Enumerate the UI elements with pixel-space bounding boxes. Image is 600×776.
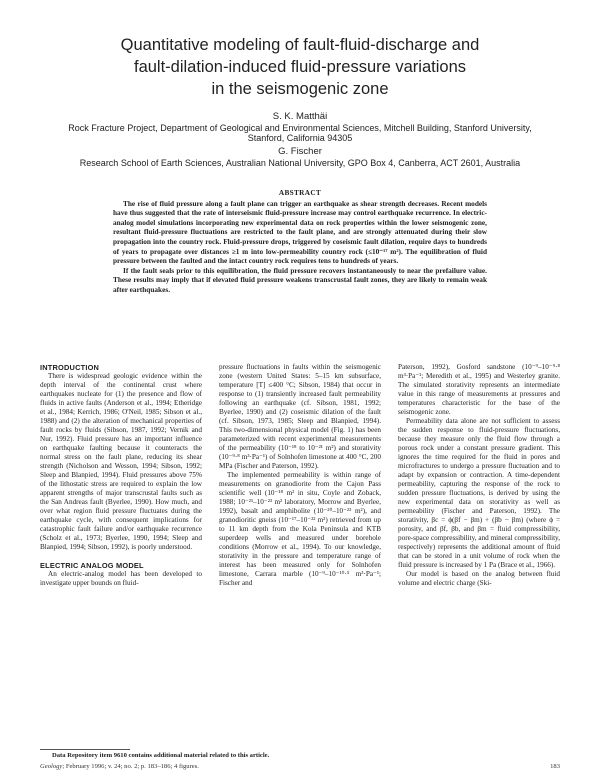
citation-details: ; February 1996; v. 24; no. 2; p. 183–186; 4 figures.: [62, 763, 199, 770]
body-paragraph: pressure fluctuations in faults within the seismogenic zone (western United States: 5–15 km subsurface, temperature [T] ≤400 °C; Sibson, 1984) that occur in response to (1) transiently increased fault permeability following an earthquake (cf. Sibson, 1981, 1992; Byerlee, 1990) and (2) coseismic dilation of the fault (cf. Sibson, 1973, 1985; Sleep and Blanpied, 1994). This two-dimensional physical model (Fig. 1) has been parameterized with recent experimental measurements of the permeability (10⁻¹⁸ to 10⁻²¹ m²) and storativity (10⁻⁹·⁸ m³·Pa⁻¹) of Solnhofen limestone at 400 °C, 200 MPa (Fischer and Paterson, 1992).: [219, 363, 381, 470]
section-heading: INTRODUCTION: [40, 363, 100, 372]
journal-citation: [40, 763, 199, 770]
abstract-paragraph: If the fault seals prior to this equilibration, the fluid pressure recovers instantaneously to near the prefailure value. These results may imply that if elevated fluid pressure weakens transcrustal fault zones, they are likely to remain weak after earthquakes.: [113, 265, 487, 294]
footnote: Data Repository item 9610 contains additional material related to this article.: [52, 752, 270, 759]
footnote-divider: [40, 749, 130, 750]
author-affiliation: Research School of Earth Sciences, Australian National University, GPO Box 4, Canberra, ACT 2601, Australia: [79, 157, 521, 168]
author-name: S. K. Matthäi: [272, 111, 328, 122]
section-heading: ELECTRIC ANALOG MODEL: [40, 561, 144, 570]
author-block-1: [40, 112, 560, 144]
journal-name: Geology: [40, 763, 63, 770]
body-column-3: [398, 363, 560, 588]
body-paragraph: Permeability data alone are not sufficient to assess the sudden response to fluid-pressure fluctuations, because they measure only the fluid flow through a porous rock under a constant pressure gradient. This ignores the time required for the fluid in pores and microfractures to undergo a pressure fluctuation and to adapt by expansion or contraction. A time-dependent permeability, capturing the response of the rock to sudden pressure fluctuations, is derived by using the new experimental data on storativity as well as permeability (Fischer and Paterson, 1992). The storativity, βc = ϕ(βf − βm) + (βb − βm) (where ϕ = porosity, and βf, βb, and βm = fluid compressibility, pore-space compressibility, and mineral compressibility, respectively) represents the additional amount of fluid that can be stored in a unit volume of rock when the fluid pressure is increased by 1 Pa (Brace et al., 1966).: [398, 417, 560, 569]
abstract-heading: ABSTRACT: [278, 188, 322, 197]
abstract: [113, 188, 487, 295]
paper-title: [40, 34, 560, 100]
author-block-2: [40, 147, 560, 168]
body-paragraph: Our model is based on the analog between fluid volume and electric charge (Ski-: [398, 570, 560, 587]
title-line-1: Quantitative modeling of fault-fluid-discharge and: [120, 36, 480, 54]
body-paragraph: The implemented permeability is within range of measurements on granodiorite from the Cajon Pass scientific well (10⁻¹⁸ m² in situ, Coyle and Zoback, 1988; 10⁻²¹–10⁻²³ m² laboratory, Morrow and Byerlee, 1992), basalt and amphibolite (10⁻²⁰–10⁻²³ m²), and granodioritic gneiss (10⁻¹⁷–10⁻²² m²) retrieved from up to 11 km depth from the Kola Peninsula and KTB superdeep wells and measured under borehole conditions (Morrow et al., 1994). To our knowledge, storativity in the pressure and temperature range of interest has been measured only for Solnhofen limestone, Carrara marble (10⁻⁹–10⁻¹⁰·⁵ m³·Pa⁻¹; Fischer and: [219, 471, 381, 587]
author-affiliation: Rock Fracture Project, Department of Geological and Environmental Sciences, Mitchell Building, Stanford University,: [68, 122, 532, 133]
title-line-3: in the seismogenic zone: [211, 80, 389, 98]
body-column-1: [40, 363, 202, 588]
body-paragraph: Paterson, 1992), Gosford sandstone (10⁻⁹–10⁻⁹·⁸ m³·Pa⁻¹; Meredith et al., 1995) and Westerley granite. The simulated storativity represents an intermediate value in this range of measurements at pressures and temperatures characteristic for the base of the seismogenic zone.: [398, 363, 560, 416]
author-name: G. Fischer: [278, 146, 322, 157]
body-paragraph: There is widespread geologic evidence within the depth interval of the continental crust where earthquakes nucleate for (1) the presence and flow of fluids in active faults (Anderson et al., 1994; Etheridge et al., 1984; Kerrich, 1986; O'Neil, 1985; Sibson et al., 1988) and (2) the alteration of mechanical properties of fault rocks by fluids (Sibson, 1987, 1992; Vernik and Nur, 1992). Fluid pressure has an important influence on earthquake faulting because it counteracts the normal stress on the fault plane, reducing its shear strength (Nicholson and Wesson, 1994; Sibson, 1992; Sleep and Blanpied, 1994). Fluid pressures above 75% of the lithostatic stress are required to explain the low apparent strengths of major transcrustal faults such as the San Andreas fault (Byerlee, 1990). How much, and over what region fluid pressure fluctuates during the earthquake cycle, with consequent implications for catastrophic fault failure and/or earthquake recurrence (Scholz et al., 1973; Byerlee, 1990, 1994; Sleep and Blanpied, 1994; Sibson, 1992), is poorly understood.: [40, 372, 202, 551]
body-column-2: [219, 363, 381, 588]
title-line-2: fault-dilation-induced fluid-pressure variations: [133, 58, 466, 76]
abstract-paragraph: The rise of fluid pressure along a fault plane can trigger an earthquake as shear strength decreases. Recent models have thus suggested that the rate of interseismic fluid-pressure increase may control earthquake recurrence. In electric-analog model simulations incorporating new experimental data on rock properties within the lower seismogenic zone, resultant fluid-pressure fluctuations are restricted to the fault plane, and are strongly attenuated during their slow propagation into the country rock. Fluid-pressure drops, triggered by coseismic fault dilation, require days to hundreds of years to propagate over distances ≥1 m into low-permeability country rock (≤10⁻¹⁷ m²). The equilibration of fluid pressure between the faulted and the intact country rock requires tens to hundreds of years.: [113, 198, 487, 266]
body-paragraph: An electric-analog model has been developed to investigate upper bounds on fluid-: [40, 570, 202, 587]
page-number: 183: [550, 763, 560, 770]
author-affiliation: Stanford, California 94305: [247, 133, 353, 143]
